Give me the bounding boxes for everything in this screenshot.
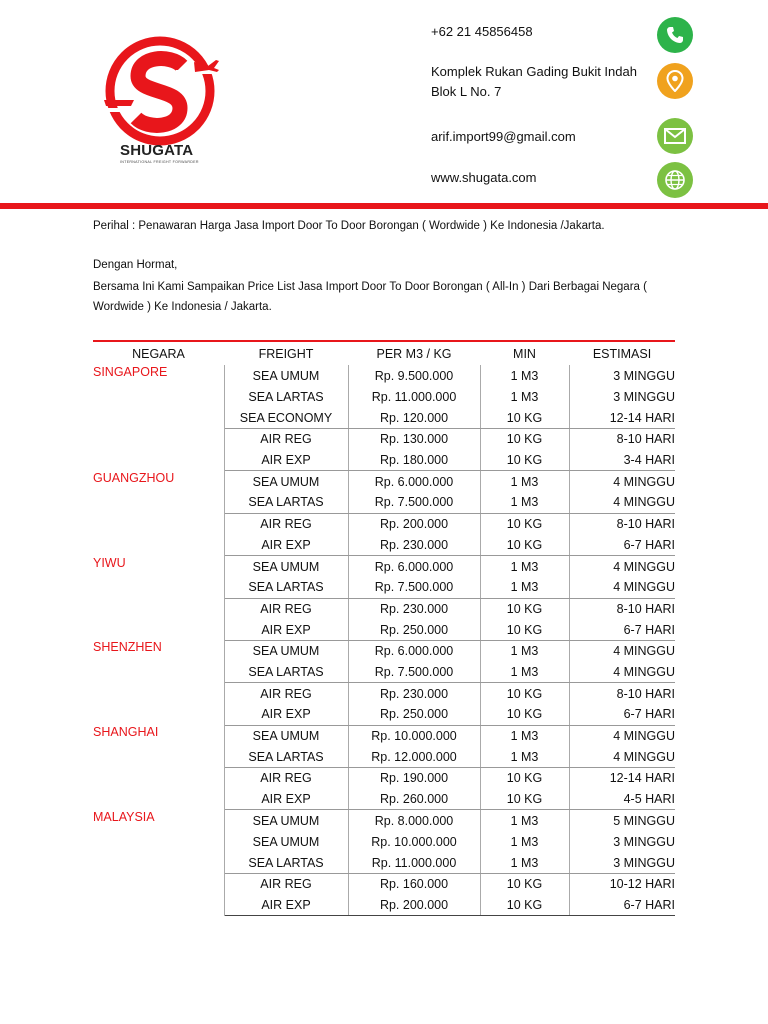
min-cell: 10 KG <box>480 535 569 556</box>
freight-cell: SEA LARTAS <box>224 662 348 683</box>
min-cell: 10 KG <box>480 450 569 471</box>
estimasi-cell: 3 MINGGU <box>613 389 675 404</box>
table-row <box>93 768 675 789</box>
table-header-row <box>93 341 675 365</box>
freight-cell: AIR EXP <box>224 895 348 916</box>
country-cell: YIWU <box>93 556 224 598</box>
header-min: MIN <box>480 341 569 365</box>
rate-cell: Rp. 200.000 <box>348 513 480 534</box>
rate-cell: Rp. 230.000 <box>348 535 480 556</box>
rate-cell: Rp. 180.000 <box>348 450 480 471</box>
freight-cell: AIR REG <box>224 874 348 895</box>
letter-greeting: Dengan Hormat, <box>93 259 178 271</box>
freight-cell: SEA UMUM <box>224 640 348 661</box>
estimasi-cell: 3 MINGGU <box>569 852 675 873</box>
freight-cell: SEA UMUM <box>224 831 348 852</box>
country-cell <box>93 598 224 640</box>
min-cell: 1 M3 <box>480 831 569 852</box>
min-cell: 1 M3 <box>480 577 569 598</box>
min-cell: 1 M3 <box>480 725 569 746</box>
estimasi-cell: 6-7 HARI <box>569 535 675 556</box>
min-cell: 1 M3 <box>480 810 569 831</box>
min-cell: 10 KG <box>480 768 569 789</box>
contact-email[interactable]: arif.import99@gmail.com <box>431 129 576 144</box>
header-freight: FREIGHT <box>224 341 348 365</box>
location-pin-icon <box>657 63 693 99</box>
table-row <box>93 683 675 704</box>
rate-cell: Rp. 230.000 <box>348 683 480 704</box>
contact-website[interactable]: www.shugata.com <box>431 170 537 185</box>
country-cell <box>93 683 224 725</box>
freight-cell: AIR EXP <box>224 619 348 640</box>
freight-cell: SEA UMUM <box>224 471 348 492</box>
table-row <box>93 365 675 386</box>
estimasi-cell: 3 MINGGU <box>613 368 675 383</box>
estimasi-cell: 4 MINGGU <box>569 492 675 513</box>
table-row <box>93 640 675 661</box>
estimasi-cell: 4 MINGGU <box>569 662 675 683</box>
freight-cell: AIR EXP <box>224 535 348 556</box>
rate-cell: Rp. 6.000.000 <box>348 640 480 661</box>
estimasi-cell: 8-10 HARI <box>616 432 675 447</box>
country-cell: SHENZHEN <box>93 640 224 682</box>
rate-cell: Rp. 200.000 <box>348 895 480 916</box>
rate-cell: Rp. 9.500.000 <box>348 365 480 386</box>
rate-cell: Rp. 8.000.000 <box>348 810 480 831</box>
estimasi-cell: 4-5 HARI <box>569 789 675 810</box>
country-cell <box>93 874 224 916</box>
estimasi-cell: 3 MINGGU <box>613 834 675 849</box>
freight-cell: AIR REG <box>224 429 348 450</box>
min-cell: 1 M3 <box>480 556 569 577</box>
freight-cell: SEA UMUM <box>224 810 348 831</box>
table-row <box>93 810 675 831</box>
price-list-table <box>93 340 675 916</box>
freight-cell: AIR REG <box>224 598 348 619</box>
globe-icon <box>657 162 693 198</box>
table-row <box>93 874 675 895</box>
rate-cell: Rp. 260.000 <box>348 789 480 810</box>
freight-cell: SEA UMUM <box>224 725 348 746</box>
freight-cell: AIR REG <box>224 768 348 789</box>
table-row <box>93 725 675 746</box>
min-cell: 1 M3 <box>480 471 569 492</box>
rate-cell: Rp. 6.000.000 <box>348 556 480 577</box>
min-cell: 10 KG <box>480 513 569 534</box>
country-cell: SHANGHAI <box>93 725 224 767</box>
rate-cell: Rp. 7.500.000 <box>348 662 480 683</box>
estimasi-cell: 3-4 HARI <box>569 450 675 471</box>
rate-cell: Rp. 6.000.000 <box>348 471 480 492</box>
header-rate: PER M3 / KG <box>348 341 480 365</box>
min-cell: 1 M3 <box>480 852 569 873</box>
freight-cell: AIR REG <box>224 683 348 704</box>
estimasi-cell: 8-10 HARI <box>616 686 675 701</box>
estimasi-cell: 6-7 HARI <box>569 619 675 640</box>
header-divider <box>0 203 768 209</box>
freight-cell: AIR EXP <box>224 704 348 725</box>
min-cell: 10 KG <box>480 704 569 725</box>
header-negara: NEGARA <box>93 341 224 365</box>
estimasi-cell: 6-7 HARI <box>569 704 675 725</box>
min-cell: 1 M3 <box>480 386 569 407</box>
estimasi-cell: 8-10 HARI <box>616 517 675 532</box>
min-cell: 1 M3 <box>480 492 569 513</box>
rate-cell: Rp. 10.000.000 <box>348 725 480 746</box>
rate-cell: Rp. 130.000 <box>348 429 480 450</box>
country-cell: MALAYSIA <box>93 810 224 874</box>
contact-address: Komplek Rukan Gading Bukit Indah Blok L No. 7 <box>431 64 637 99</box>
min-cell: 1 M3 <box>480 365 569 386</box>
rate-cell: Rp. 160.000 <box>348 874 480 895</box>
freight-cell: SEA LARTAS <box>224 852 348 873</box>
estimasi-cell: 4 MINGGU <box>569 577 675 598</box>
mail-icon <box>657 118 693 154</box>
letter-body: Bersama Ini Kami Sampaikan Price List Jasa Import Door To Door Borongan ( All-In ) Dari Berbagai Negara ( Wordwide ) Ke Indonesia / Jakarta. <box>93 281 647 313</box>
min-cell: 10 KG <box>480 895 569 916</box>
min-cell: 1 M3 <box>480 746 569 767</box>
estimasi-cell: 8-10 HARI <box>616 601 675 616</box>
contact-phone: +62 21 45856458 <box>431 24 533 39</box>
country-cell <box>93 768 224 810</box>
min-cell: 10 KG <box>480 683 569 704</box>
phone-icon <box>657 17 693 53</box>
rate-cell: Rp. 190.000 <box>348 768 480 789</box>
estimasi-cell: 4 MINGGU <box>613 729 675 744</box>
min-cell: 10 KG <box>480 619 569 640</box>
min-cell: 10 KG <box>480 789 569 810</box>
rate-cell: Rp. 7.500.000 <box>348 577 480 598</box>
freight-cell: SEA LARTAS <box>224 386 348 407</box>
estimasi-cell: 12-14 HARI <box>569 407 675 428</box>
estimasi-cell: 10-12 HARI <box>609 877 675 892</box>
freight-cell: AIR EXP <box>224 450 348 471</box>
min-cell: 1 M3 <box>480 640 569 661</box>
estimasi-cell: 4 MINGGU <box>569 746 675 767</box>
table-row <box>93 429 675 450</box>
min-cell: 10 KG <box>480 407 569 428</box>
min-cell: 10 KG <box>480 598 569 619</box>
freight-cell: SEA UMUM <box>224 365 348 386</box>
rate-cell: Rp. 120.000 <box>348 407 480 428</box>
freight-cell: SEA LARTAS <box>224 492 348 513</box>
freight-cell: SEA LARTAS <box>224 746 348 767</box>
min-cell: 10 KG <box>480 874 569 895</box>
table-row <box>93 513 675 534</box>
freight-cell: SEA ECONOMY <box>224 407 348 428</box>
estimasi-cell: 12-14 HARI <box>609 771 675 786</box>
estimasi-cell: 4 MINGGU <box>613 644 675 659</box>
brand-tagline: INTERNATIONAL FREIGHT FORWARDER <box>120 160 199 164</box>
country-cell <box>93 513 224 555</box>
freight-cell: AIR EXP <box>224 789 348 810</box>
freight-cell: AIR REG <box>224 513 348 534</box>
estimasi-cell: 6-7 HARI <box>569 895 675 916</box>
rate-cell: Rp. 11.000.000 <box>348 852 480 873</box>
table-body <box>93 365 675 916</box>
estimasi-cell: 5 MINGGU <box>613 813 675 828</box>
table-row <box>93 471 675 492</box>
country-cell: SINGAPORE <box>93 365 224 429</box>
letter-subject: Perihal : Penawaran Harga Jasa Import Door To Door Borongan ( Wordwide ) Ke Indonesia /Jakarta. <box>93 220 605 232</box>
rate-cell: Rp. 250.000 <box>348 704 480 725</box>
rate-cell: Rp. 12.000.000 <box>348 746 480 767</box>
rate-cell: Rp. 250.000 <box>348 619 480 640</box>
country-cell: GUANGZHOU <box>93 471 224 513</box>
table-row <box>93 556 675 577</box>
rate-cell: Rp. 7.500.000 <box>348 492 480 513</box>
freight-cell: SEA LARTAS <box>224 577 348 598</box>
rate-cell: Rp. 230.000 <box>348 598 480 619</box>
estimasi-cell: 4 MINGGU <box>613 559 675 574</box>
freight-cell: SEA UMUM <box>224 556 348 577</box>
rate-cell: Rp. 11.000.000 <box>348 386 480 407</box>
estimasi-cell: 4 MINGGU <box>613 474 675 489</box>
country-cell <box>93 429 224 471</box>
brand-name: SHUGATA <box>120 142 194 159</box>
table-row <box>93 598 675 619</box>
min-cell: 1 M3 <box>480 662 569 683</box>
header-estimasi: ESTIMASI <box>569 341 675 365</box>
min-cell: 10 KG <box>480 429 569 450</box>
rate-cell: Rp. 10.000.000 <box>348 831 480 852</box>
